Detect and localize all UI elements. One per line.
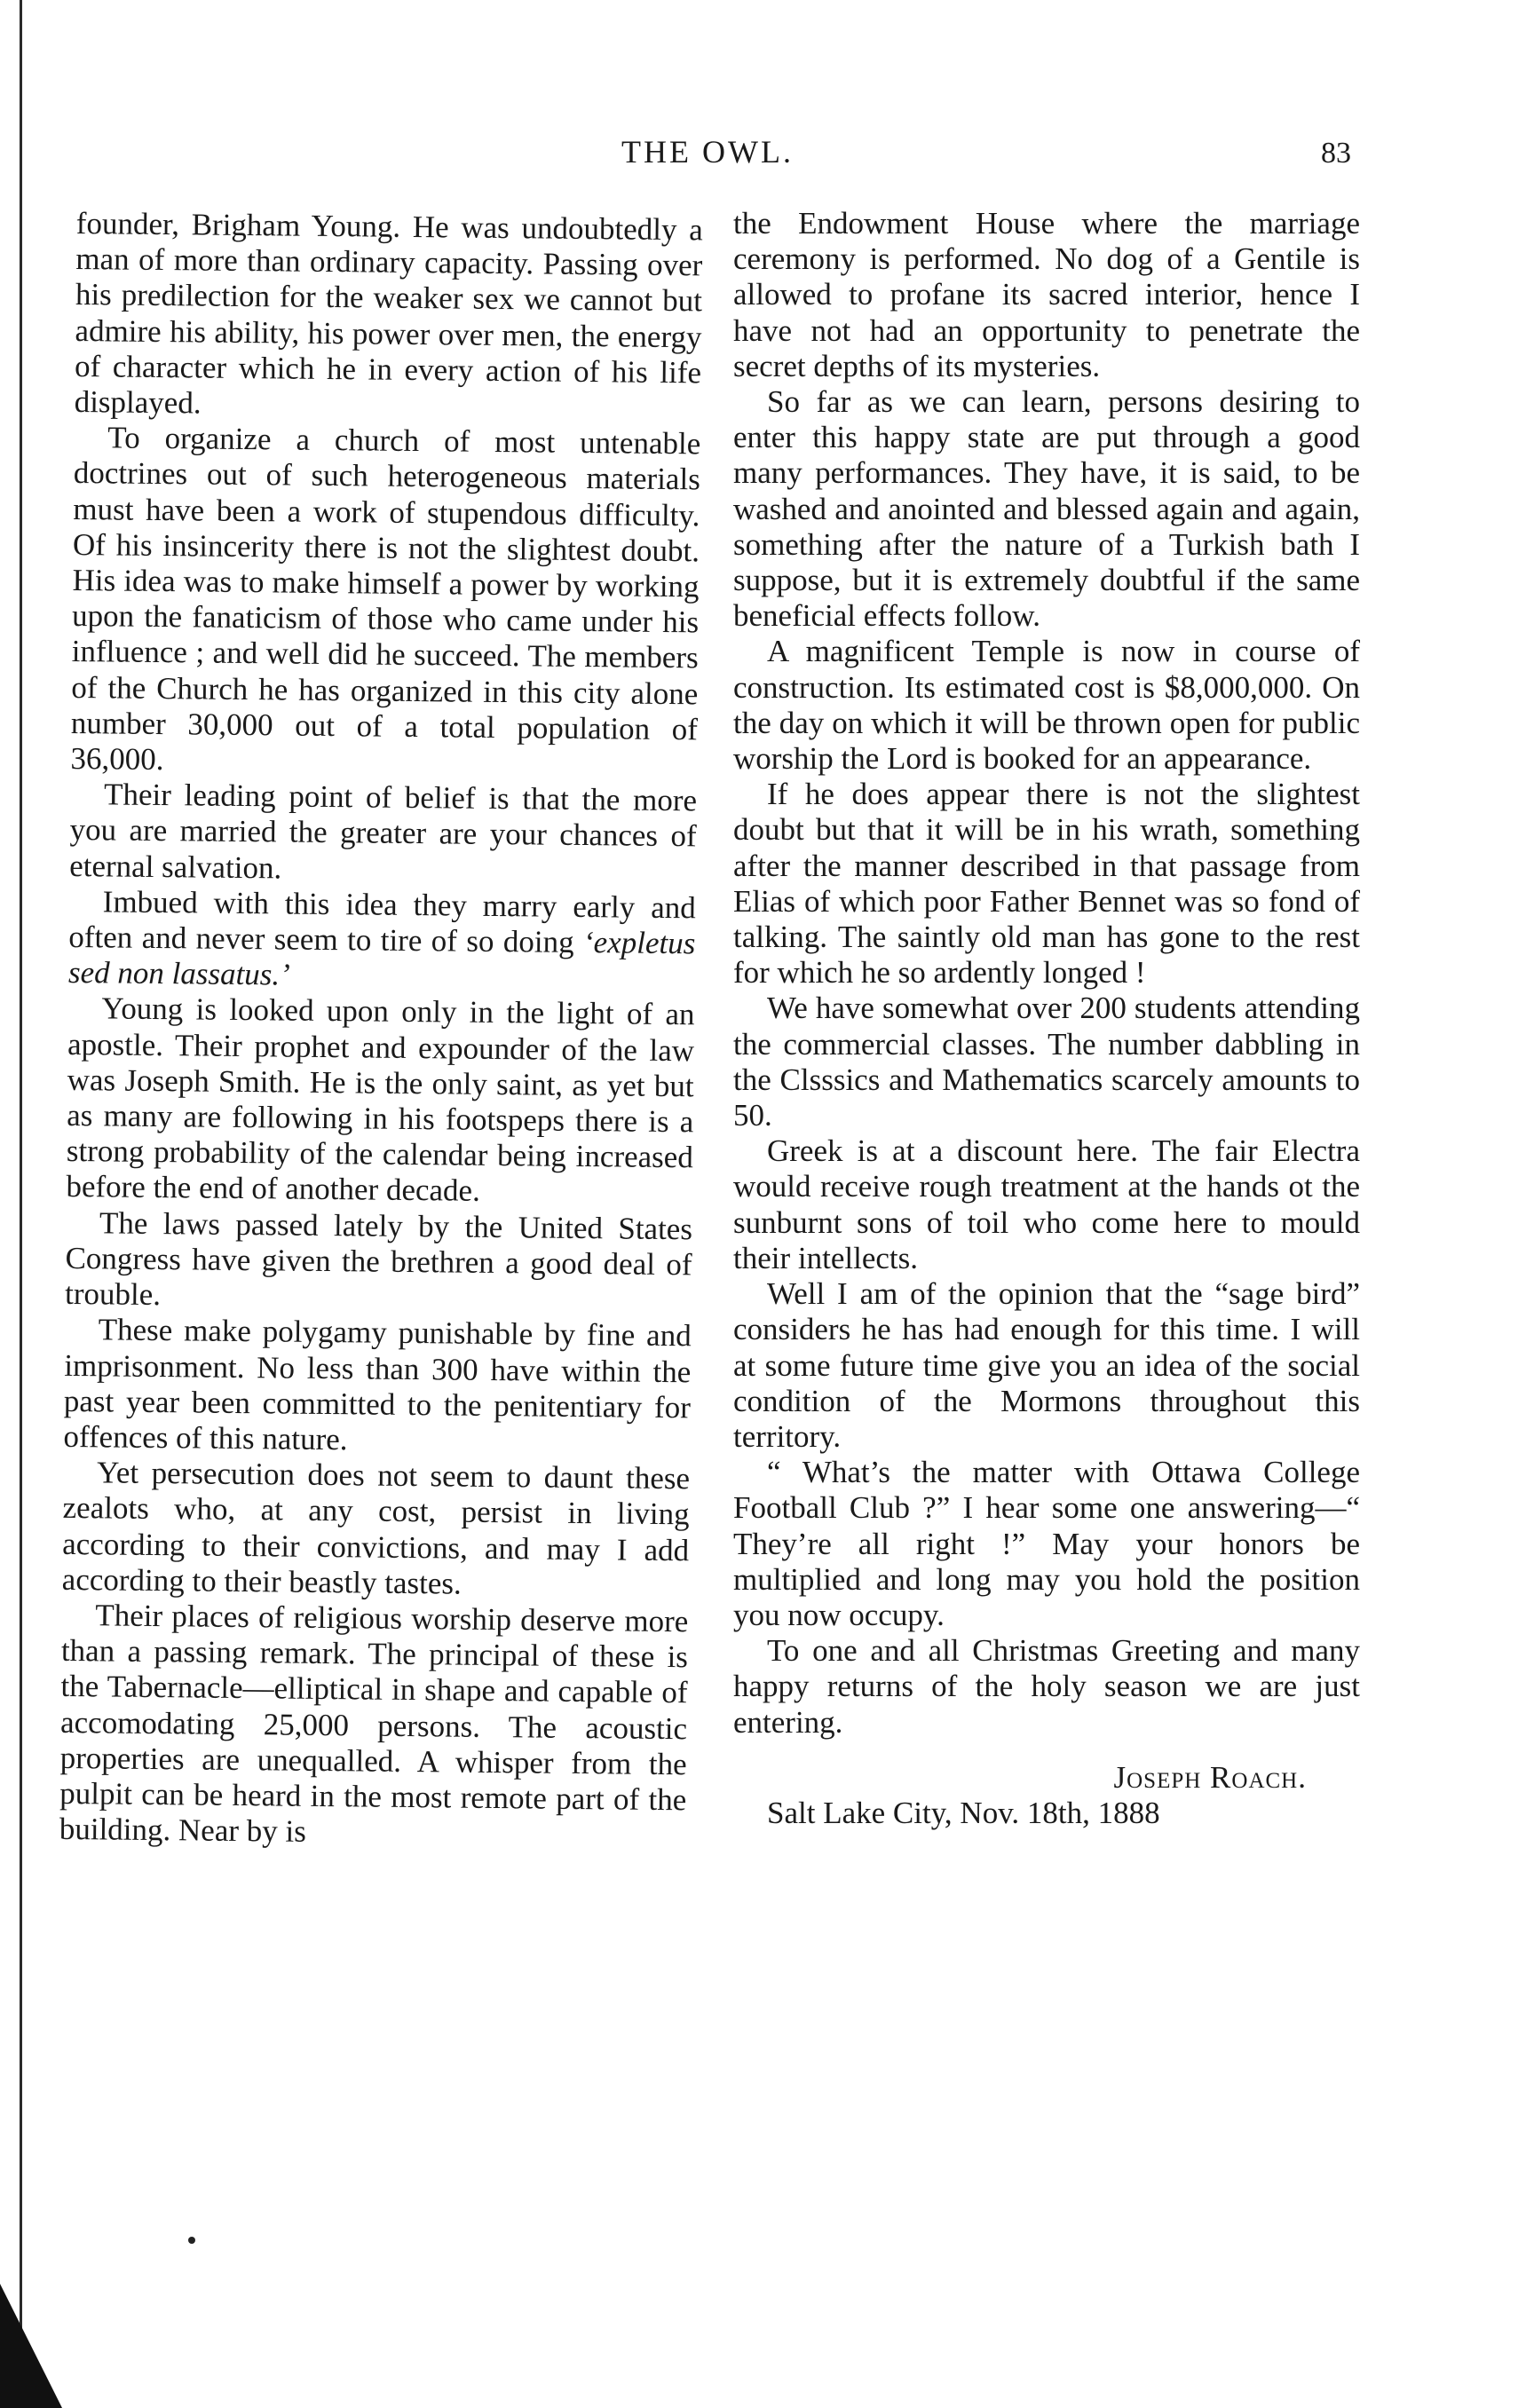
paragraph-endowment-house: the Endowment House where the marriage ceremony is performed. No dog of a Gentile is allowed to profane its sacred interior, hence I have not had an opportunity to penetrate the secret depths of its mysteries. bbox=[733, 206, 1360, 383]
paragraph-football-club: “ What’s the matter with Ottawa College Football Club ?” I hear some one answering—“ They’re all right !” May your honors be multiplied and long may you hold the position you now occupy. bbox=[733, 1455, 1360, 1632]
dateline: Salt Lake City, Nov. 18th, 1888 bbox=[767, 1795, 1160, 1830]
paragraph-congress-laws: The laws passed lately by the United States Congress have given the brethren a good deal of trouble. bbox=[64, 1205, 693, 1313]
paragraph-greek: Greek is at a discount here. The fair Electra would receive rough treatment at the hands ot the sunburnt sons of toil who come here to mould their intellects. bbox=[733, 1133, 1360, 1275]
paragraph-persecution: Yet persecution does not seem to daunt these zealots who, at any cost, persist in living according to their convictions, and may I add according to their beastly tastes. bbox=[61, 1455, 691, 1601]
paragraph-tabernacle: Their places of religious worship deserve more than a passing remark. The principal of these is the Tabernacle—elliptical in shape and capable of accomodating 25,000 persons. The acoustic properties are unequalled. A whisper from the pulpit can be heard in the most remote part of the building. Near by is bbox=[59, 1598, 689, 1849]
paragraph-wrath: If he does appear there is not the slightest doubt but that it will be in his wrath, something after the manner described in that passage from Elias of which poor Father Bennet was so fond of talking. The saintly old man has gone to the rest for which he so ardently longed ! bbox=[733, 777, 1360, 991]
paragraph-church-organization: To organize a church of most untenable doctrines out of such heterogeneous materials must have been a work of stupendous difficulty. Of his insincerity there is not the slightest doubt. His idea was to make himself a power by working upon the fanaticism of those who came under his influence ; and well did he succeed. The members of the Church he has organized in this city alone number 30,000 out of a total population of 36,000. bbox=[70, 420, 701, 778]
paragraph-brigham-young: founder, Brigham Young. He was undoubtedly a man of more than ordinary capacity. Passing over his predilection for the weaker sex we cannot but admire his ability, his power over men, the energy of character which he in every action of his life displayed. bbox=[74, 206, 703, 421]
paragraph-christmas-greeting: To one and all Christmas Greeting and many happy returns of the holy season we are just entering. bbox=[733, 1633, 1360, 1740]
page-corner-shadow bbox=[0, 2284, 62, 2408]
paragraph-leading-belief: Their leading point of belief is that the more you are married the greater are your chances of eternal salvation. bbox=[69, 777, 698, 886]
latin-quote: ‘expletus sed non lassatus.’ bbox=[67, 925, 696, 992]
right-column bbox=[733, 206, 1360, 1831]
running-title: THE OWL. bbox=[621, 134, 794, 170]
paragraph-temple: A magnificent Temple is now in course of construction. Its estimated cost is $8,000,000. On the day on which it will be thrown open for public worship the Lord is booked for an appearance. bbox=[733, 634, 1360, 777]
paragraph-students: We have somewhat over 200 students attending the commercial classes. The number dabbling in the Clsssics and Mathematics scarcely amounts to 50. bbox=[733, 991, 1360, 1133]
page-header bbox=[0, 133, 1518, 178]
paragraph-performances: So far as we can learn, persons desiring to enter this happy state are put through a good many performances. They have, it is said, to be washed and anointed and blessed again and again, something after the nature of a Turkish bath I suppose, but it is extremely doubtful if the same beneficial effects follow. bbox=[733, 384, 1360, 634]
paragraph-sage-bird: Well I am of the opinion that the “sage bird” considers he has had enough for this time. I will at some future time give you an idea of the social condition of the Mormons throughout this territory. bbox=[733, 1276, 1360, 1454]
paragraph-imbued bbox=[68, 884, 696, 998]
paragraph-polygamy-penalty: These make polygamy punishable by fine and imprisonment. No less than 300 have within the past year been committed to the penitentiary for offences of this nature. bbox=[63, 1312, 692, 1457]
author-signature: Joseph Roach. bbox=[1113, 1759, 1307, 1795]
paragraph-apostle: Young is looked upon only in the light of an apostle. Their prophet and expounder of the law was Joseph Smith. He is the only saint, as yet but as many are following in his footspeps there is a strong probability of the calendar being increased before the end of another decade. bbox=[66, 991, 695, 1209]
imbued-text: Imbued with this idea they marry early and often and never seem to tire of so doing bbox=[68, 884, 696, 960]
ink-speck bbox=[188, 2237, 195, 2244]
page-binding-edge bbox=[20, 0, 22, 2408]
left-column bbox=[59, 206, 703, 1854]
page-number: 83 bbox=[1321, 137, 1351, 170]
